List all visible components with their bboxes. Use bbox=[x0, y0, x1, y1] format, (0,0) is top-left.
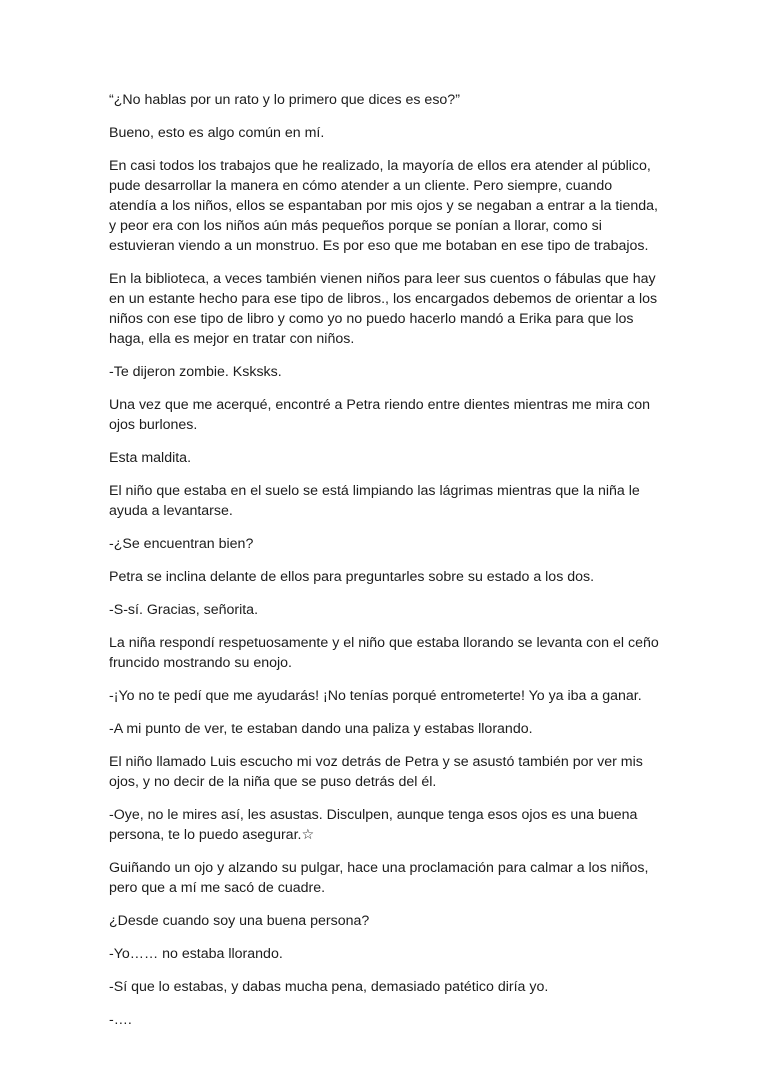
paragraph: -S-sí. Gracias, señorita. bbox=[109, 602, 259, 618]
paragraph: -Yo…… no estaba llorando. bbox=[109, 946, 283, 962]
paragraph: -¿Se encuentran bien? bbox=[109, 536, 254, 552]
paragraph: El niño que estaba en el suelo se está limpiando las lágrimas mientras que la niña le ayuda a levantarse. bbox=[109, 483, 640, 519]
paragraph: -Sí que lo estabas, y dabas mucha pena, demasiado patético diría yo. bbox=[109, 979, 549, 995]
paragraph: En casi todos los trabajos que he realizado, la mayoría de ellos era atender al público, pude desarrollar la manera en cómo atender a un cliente. Pero siempre, cuando atendía a los niños, ellos se espantaban por mis ojos y se negaban a entrar a la tienda, y peor era con los niños aún más pequeños porque se ponían a llorar, como si estuvieran viendo a un monstruo. Es por eso que me botaban en ese tipo de trabajos. bbox=[109, 158, 658, 254]
paragraph: -Oye, no le mires así, les asustas. Disculpen, aunque tenga esos ojos es una buena persona, te lo puedo asegurar.☆ bbox=[109, 807, 638, 843]
paragraph: -A mi punto de ver, te estaban dando una paliza y estabas llorando. bbox=[109, 721, 533, 737]
paragraph: Una vez que me acerqué, encontré a Petra riendo entre dientes mientras me mira con ojos burlones. bbox=[109, 397, 650, 433]
paragraph: ¿Desde cuando soy una buena persona? bbox=[109, 913, 370, 929]
paragraph: Petra se inclina delante de ellos para preguntarles sobre su estado a los dos. bbox=[109, 569, 595, 585]
paragraph: La niña respondí respetuosamente y el niño que estaba llorando se levanta con el ceño fruncido mostrando su enojo. bbox=[109, 635, 659, 671]
paragraph: En la biblioteca, a veces también vienen niños para leer sus cuentos o fábulas que hay en un estante hecho para ese tipo de libros., los encargados debemos de orientar a los niños con ese tipo de libro y como yo no puedo hacerlo mandó a Erika para que los haga, ella es mejor en tratar con niños. bbox=[109, 271, 658, 347]
paragraph: Esta maldita. bbox=[109, 450, 192, 466]
paragraph: “¿No hablas por un rato y lo primero que dices es eso?” bbox=[109, 92, 460, 108]
paragraph: El niño llamado Luis escucho mi voz detrás de Petra y se asustó también por ver mis ojos, y no decir de la niña que se puso detrás del él. bbox=[109, 754, 643, 790]
paragraph: -¡Yo no te pedí que me ayudarás! ¡No tenías porqué entrometerte! Yo ya iba a ganar. bbox=[109, 688, 642, 704]
paragraph: -Te dijeron zombie. Ksksks. bbox=[109, 364, 282, 380]
paragraph: Bueno, esto es algo común en mí. bbox=[109, 125, 325, 141]
paragraph: Guiñando un ojo y alzando su pulgar, hace una proclamación para calmar a los niños, pero que a mí me sacó de cuadre. bbox=[109, 860, 649, 896]
paragraph: -…. bbox=[109, 1012, 132, 1028]
